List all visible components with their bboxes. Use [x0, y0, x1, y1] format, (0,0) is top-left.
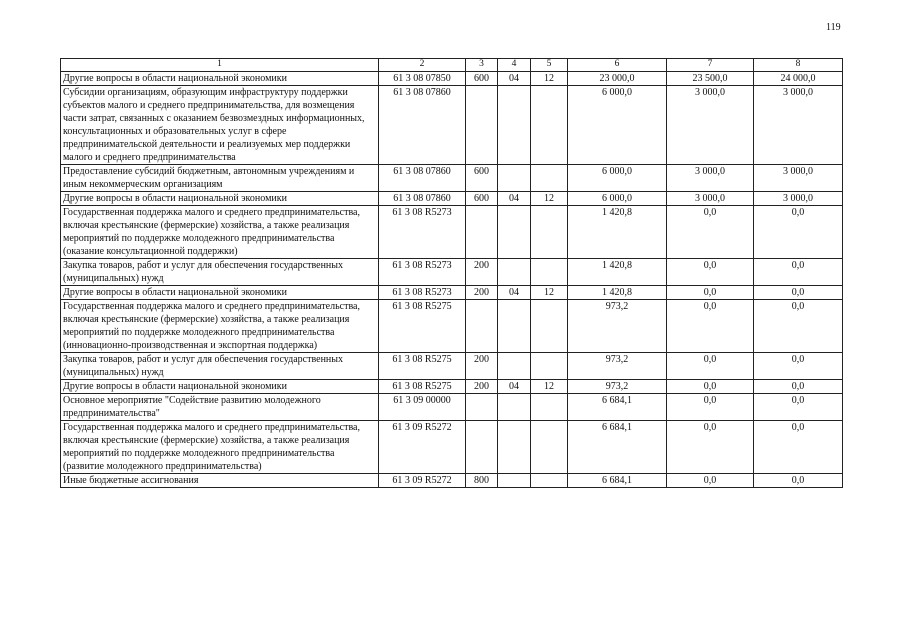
row-subsection-cell	[531, 259, 568, 286]
row-amount-col8-cell: 3 000,0	[754, 165, 843, 192]
row-amount-col8-cell: 3 000,0	[754, 192, 843, 206]
row-code-cell: 61 3 08 R5275	[379, 380, 466, 394]
row-type-cell	[466, 300, 498, 353]
column-header: 1	[61, 59, 379, 72]
row-amount-col8-cell: 0,0	[754, 421, 843, 474]
row-amount-col8-cell: 0,0	[754, 380, 843, 394]
table-row	[61, 353, 843, 380]
row-amount-col7-cell: 0,0	[667, 380, 754, 394]
row-code-cell: 61 3 08 07860	[379, 192, 466, 206]
row-amount-col7-cell: 3 000,0	[667, 192, 754, 206]
row-section-cell	[498, 421, 531, 474]
row-code-cell: 61 3 08 R5275	[379, 353, 466, 380]
table-header-row	[61, 59, 843, 72]
row-amount-col7-cell: 3 000,0	[667, 165, 754, 192]
row-code-cell: 61 3 08 R5273	[379, 206, 466, 259]
row-amount-col6-cell: 6 684,1	[568, 394, 667, 421]
row-name-cell: Предоставление субсидий бюджетным, автономным учреждениям и иным некоммерческим организациям	[61, 165, 379, 192]
row-type-cell	[466, 206, 498, 259]
row-name-cell: Государственная поддержка малого и среднего предпринимательства, включая крестьянские (фермерские) хозяйства, а также реализация мероприятий по поддержке молодежного предпринимательства (оказание консультационной поддержки)	[61, 206, 379, 259]
row-section-cell: 04	[498, 72, 531, 86]
row-section-cell: 04	[498, 192, 531, 206]
row-amount-col6-cell: 1 420,8	[568, 206, 667, 259]
row-amount-col7-cell: 0,0	[667, 206, 754, 259]
row-amount-col7-cell: 0,0	[667, 286, 754, 300]
table-row	[61, 380, 843, 394]
row-amount-col6-cell: 23 000,0	[568, 72, 667, 86]
row-section-cell	[498, 206, 531, 259]
row-type-cell: 200	[466, 259, 498, 286]
row-section-cell	[498, 259, 531, 286]
row-subsection-cell	[531, 353, 568, 380]
row-code-cell: 61 3 08 07860	[379, 165, 466, 192]
row-amount-col7-cell: 0,0	[667, 394, 754, 421]
row-amount-col7-cell: 0,0	[667, 353, 754, 380]
row-amount-col8-cell: 0,0	[754, 259, 843, 286]
table-row	[61, 192, 843, 206]
row-amount-col8-cell: 0,0	[754, 206, 843, 259]
row-type-cell: 200	[466, 380, 498, 394]
row-amount-col8-cell: 3 000,0	[754, 86, 843, 165]
page-number: 119	[826, 22, 841, 33]
row-amount-col6-cell: 973,2	[568, 353, 667, 380]
table-row	[61, 394, 843, 421]
row-type-cell: 600	[466, 192, 498, 206]
row-name-cell: Другие вопросы в области национальной экономики	[61, 380, 379, 394]
row-subsection-cell	[531, 394, 568, 421]
row-code-cell: 61 3 09 00000	[379, 394, 466, 421]
column-header: 2	[379, 59, 466, 72]
row-amount-col6-cell: 6 684,1	[568, 474, 667, 488]
row-amount-col7-cell: 0,0	[667, 474, 754, 488]
row-code-cell: 61 3 09 R5272	[379, 421, 466, 474]
table-row	[61, 421, 843, 474]
row-amount-col8-cell: 24 000,0	[754, 72, 843, 86]
row-code-cell: 61 3 08 R5273	[379, 286, 466, 300]
row-section-cell	[498, 353, 531, 380]
row-section-cell: 04	[498, 286, 531, 300]
row-name-cell: Другие вопросы в области национальной экономики	[61, 286, 379, 300]
table-row	[61, 72, 843, 86]
row-subsection-cell: 12	[531, 192, 568, 206]
row-name-cell: Иные бюджетные ассигнования	[61, 474, 379, 488]
row-amount-col7-cell: 0,0	[667, 421, 754, 474]
column-header: 6	[568, 59, 667, 72]
table-row	[61, 165, 843, 192]
row-section-cell	[498, 165, 531, 192]
row-type-cell: 200	[466, 353, 498, 380]
row-subsection-cell: 12	[531, 286, 568, 300]
row-name-cell: Государственная поддержка малого и среднего предпринимательства, включая крестьянские (фермерские) хозяйства, а также реализация мероприятий по поддержке молодежного предпринимательства (инновационно-производственная и экспортная поддержка)	[61, 300, 379, 353]
row-type-cell: 200	[466, 286, 498, 300]
row-type-cell: 600	[466, 165, 498, 192]
table-row	[61, 206, 843, 259]
row-name-cell: Другие вопросы в области национальной экономики	[61, 192, 379, 206]
table-body	[61, 72, 843, 488]
row-name-cell: Субсидии организациям, образующим инфраструктуру поддержки субъектов малого и среднего предпринимательства, для возмещения части затрат, связанных с оказанием безвозмездных информационных, консультационных и образовательных услуг в сфере предпринимательской деятельности и реализуемых мер поддержки малого и среднего предпринимательства	[61, 86, 379, 165]
column-header: 4	[498, 59, 531, 72]
row-name-cell: Основное мероприятие "Содействие развитию молодежного предпринимательства"	[61, 394, 379, 421]
row-section-cell	[498, 300, 531, 353]
row-subsection-cell	[531, 474, 568, 488]
row-code-cell: 61 3 08 R5275	[379, 300, 466, 353]
row-amount-col6-cell: 973,2	[568, 300, 667, 353]
row-section-cell	[498, 86, 531, 165]
row-subsection-cell: 12	[531, 72, 568, 86]
row-amount-col6-cell: 6 684,1	[568, 421, 667, 474]
table-row	[61, 474, 843, 488]
row-amount-col6-cell: 973,2	[568, 380, 667, 394]
row-name-cell: Государственная поддержка малого и среднего предпринимательства, включая крестьянские (фермерские) хозяйства, а также реализация мероприятий по поддержке молодежного предпринимательства (развитие молодежного предпринимательства)	[61, 421, 379, 474]
row-code-cell: 61 3 08 07850	[379, 72, 466, 86]
row-subsection-cell	[531, 421, 568, 474]
row-subsection-cell	[531, 206, 568, 259]
row-subsection-cell: 12	[531, 380, 568, 394]
row-type-cell	[466, 394, 498, 421]
row-amount-col7-cell: 23 500,0	[667, 72, 754, 86]
row-amount-col8-cell: 0,0	[754, 474, 843, 488]
row-subsection-cell	[531, 300, 568, 353]
row-amount-col6-cell: 1 420,8	[568, 286, 667, 300]
row-amount-col6-cell: 1 420,8	[568, 259, 667, 286]
column-header: 3	[466, 59, 498, 72]
row-amount-col7-cell: 3 000,0	[667, 86, 754, 165]
row-name-cell: Другие вопросы в области национальной экономики	[61, 72, 379, 86]
row-amount-col7-cell: 0,0	[667, 259, 754, 286]
row-name-cell: Закупка товаров, работ и услуг для обеспечения государственных (муниципальных) нужд	[61, 353, 379, 380]
row-amount-col6-cell: 6 000,0	[568, 165, 667, 192]
row-code-cell: 61 3 08 07860	[379, 86, 466, 165]
table-row	[61, 286, 843, 300]
row-type-cell: 600	[466, 72, 498, 86]
row-type-cell	[466, 421, 498, 474]
budget-table	[60, 58, 843, 488]
row-name-cell: Закупка товаров, работ и услуг для обеспечения государственных (муниципальных) нужд	[61, 259, 379, 286]
row-amount-col8-cell: 0,0	[754, 300, 843, 353]
row-amount-col6-cell: 6 000,0	[568, 86, 667, 165]
table-row	[61, 259, 843, 286]
row-subsection-cell	[531, 165, 568, 192]
table-row	[61, 86, 843, 165]
row-section-cell	[498, 394, 531, 421]
row-amount-col6-cell: 6 000,0	[568, 192, 667, 206]
row-amount-col7-cell: 0,0	[667, 300, 754, 353]
row-type-cell	[466, 86, 498, 165]
row-amount-col8-cell: 0,0	[754, 286, 843, 300]
row-code-cell: 61 3 08 R5273	[379, 259, 466, 286]
row-subsection-cell	[531, 86, 568, 165]
row-section-cell: 04	[498, 380, 531, 394]
row-amount-col8-cell: 0,0	[754, 353, 843, 380]
column-header: 5	[531, 59, 568, 72]
row-type-cell: 800	[466, 474, 498, 488]
row-code-cell: 61 3 09 R5272	[379, 474, 466, 488]
row-section-cell	[498, 474, 531, 488]
column-header: 8	[754, 59, 843, 72]
row-amount-col8-cell: 0,0	[754, 394, 843, 421]
table-row	[61, 300, 843, 353]
column-header: 7	[667, 59, 754, 72]
